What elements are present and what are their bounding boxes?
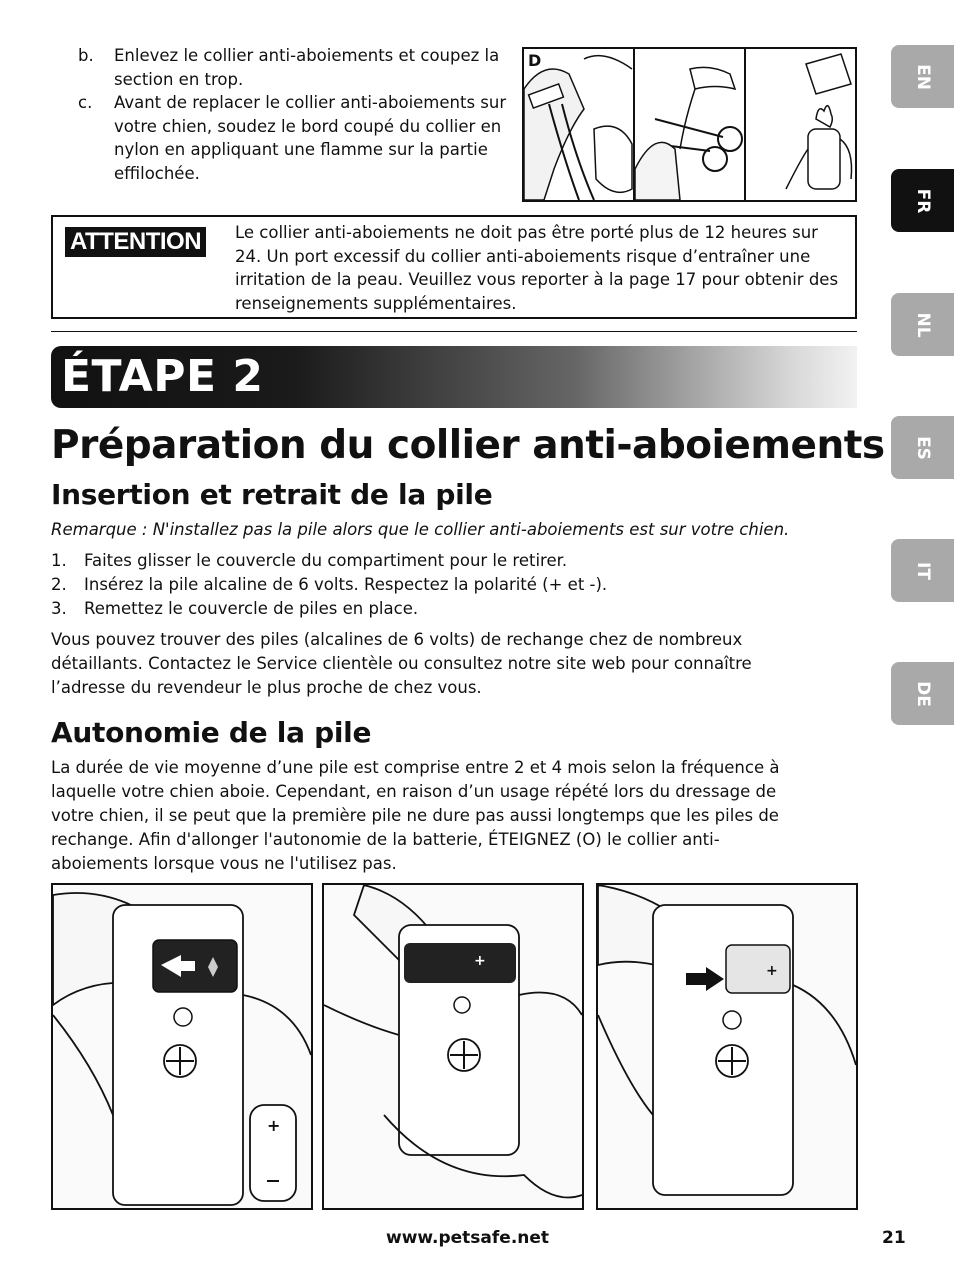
tab-label: NL [912,311,933,338]
tab-label: DE [912,680,933,707]
page-title: Préparation du collier anti-aboiements [51,423,885,468]
step-number: 2. [51,575,67,594]
lighter-flame-illustration [746,49,855,200]
battery-life-paragraph: La durée de vie moyenne d’une pile est comprise entre 2 et 4 mois selon la fréquence à laquelle votre chien aboie. Cependant, en raison d’un usage répété lors du dressage de votre chien, il se peut que la première pile ne dure pas aussi longtemps que les piles de rechange. Afin d'allonger l'autonomie de la batterie, ÉTEIGNEZ (O) le collier anti-aboiements lorsque vous ne l'utilisez pas. [51,758,780,873]
tab-es[interactable] [891,416,954,479]
insert-battery-illustration [324,885,582,1208]
tab-en[interactable] [891,45,954,108]
svg-text:+: + [267,1116,281,1135]
step-number: 1. [51,551,67,570]
attention-text: Le collier anti-aboiements ne doit pas être porté plus de 12 heures sur 24. Un port excessif du collier anti-aboiements risque d’entraîner une irritation de la peau. Veuillez vous reporter à la page 17 pour obtenir des renseignements supplémentaires. [235,223,839,313]
cutting-instructions-list [78,44,508,185]
section-heading-insertion: Insertion et retrait de la pile [51,478,493,511]
step-banner-text: ÉTAPE 2 [61,351,264,402]
scissors-illustration [635,49,745,200]
tab-label: EN [912,63,933,90]
note-text: Remarque : N'installez pas la pile alors que le collier anti-aboiements est sur votre chien. [51,520,790,539]
figure-d-collar-trimming [522,47,857,202]
section-heading-battery-life: Autonomie de la pile [51,716,372,749]
figure-panel-lighter [746,49,855,200]
tab-fr[interactable] [891,169,954,232]
photo-remove-cover [51,883,313,1210]
step-text: Remettez le couvercle de piles en place. [84,599,419,618]
attention-badge: ATTENTION [65,227,206,257]
list-item [78,91,508,185]
svg-text:+: + [474,953,486,969]
photo-replace-cover [596,883,858,1210]
figure-panel-scissors [635,49,746,200]
svg-text:+: + [766,963,778,979]
tab-de[interactable] [891,662,954,725]
remove-cover-illustration [53,885,311,1208]
step-text: Faites glisser le couvercle du compartiment pour le retirer. [84,551,568,570]
steps-list [51,549,607,621]
list-letter: b. [78,46,94,65]
step-banner [51,346,857,408]
tab-nl[interactable] [891,293,954,356]
replacement-battery-paragraph: Vous pouvez trouver des piles (alcalines de 6 volts) de rechange chez de nombreux détaillants. Contactez le Service clientèle ou consultez notre site web pour connaître l’adresse du revendeur le plus proche de chez vous. [51,630,752,697]
tab-label: ES [912,435,933,460]
divider [51,331,857,332]
attention-box [51,215,857,319]
list-item [51,573,607,597]
collar-end-illustration [524,49,634,200]
photo-insert-battery [322,883,584,1210]
tab-label: FR [912,188,933,213]
list-item [51,597,607,621]
figure-panel-collar [524,49,635,200]
tab-it[interactable] [891,539,954,602]
list-text: Enlevez le collier anti-aboiements et coupez la section en trop. [114,46,500,89]
page-number: 21 [882,1228,906,1248]
step-text: Insérez la pile alcaline de 6 volts. Respectez la polarité (+ et -). [84,575,608,594]
tab-label: IT [912,561,933,580]
list-item [51,549,607,573]
replace-cover-illustration [598,885,856,1208]
list-text: Avant de replacer le collier anti-aboiements sur votre chien, soudez le bord coupé du collier en nylon en appliquant une flamme sur la partie effilochée. [114,93,507,183]
list-item [78,44,508,91]
footer-url[interactable]: www.petsafe.net [386,1228,550,1248]
step-number: 3. [51,599,67,618]
figure-label: D [528,51,542,70]
list-letter: c. [78,93,93,112]
